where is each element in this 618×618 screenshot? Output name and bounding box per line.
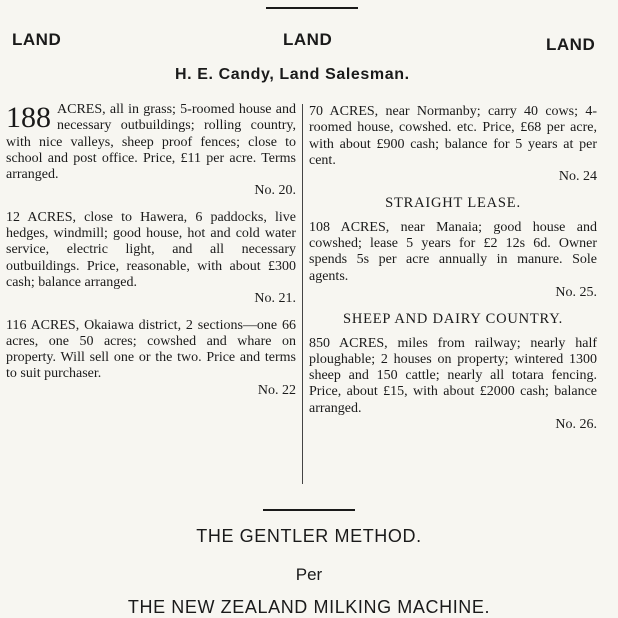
left-column	[6, 102, 296, 409]
listing-number: No. 24	[558, 169, 597, 185]
listing-text: ACRES, all in grass; 5-roomed house and necessary outbuildings; rolling country, with nice valleys, sheep proof fences; close to school and post office. Price, £11 per acre. Terms arranged.	[6, 102, 296, 183]
footer-line-2: Per	[295, 565, 323, 584]
listing-number: No. 25.	[555, 284, 597, 300]
header-center: LAND	[283, 30, 333, 49]
listing-text: 116 ACRES, Okaiawa district, 2 sections—one 66 acres, one 50 acres; cowshed and whare on property. Will sell one or the two. Price and terms to suit purchaser.	[6, 317, 296, 382]
right-column	[309, 104, 597, 443]
header-left: LAND	[12, 30, 62, 49]
listing-number: No. 21.	[254, 291, 296, 307]
listing-text: 70 ACRES, near Normanby; carry 40 cows; 4-roomed house, cowshed. etc. Price, £68 per acre, with about £900 cash; balance for 5 years at per cent.	[309, 104, 597, 168]
footer-line-3: THE NEW ZEALAND MILKING MACHINE.	[127, 597, 491, 617]
listing-20	[6, 102, 296, 200]
listing-number: No. 26.	[555, 417, 597, 433]
listing-text: 850 ACRES, miles from railway; nearly half ploughable; 2 houses on property; wintered 1300 sheep and 150 cattle; nearly all totara fencing. Price, about £15, with about £2000 cash; balance arranged.	[309, 335, 597, 416]
listing-text: 108 ACRES, near Manaia; good house and cowshed; lease 5 years for £2 12s 6d. Owner spends 5s per acre annually in manure. Sole agents.	[309, 219, 597, 284]
salesman-line: H. E. Candy, Land Salesman.	[175, 66, 410, 83]
listing-26	[309, 336, 597, 434]
listing-24	[309, 104, 597, 185]
listing-number: No. 22	[257, 382, 296, 398]
listing-text: 12 ACRES, close to Hawera, 6 paddocks, live hedges, windmill; good house, hot and cold water service, electric light, and all necessary outbuildings. Price, reasonable, with about £300 cash; balance arranged.	[6, 209, 296, 290]
listing-22	[6, 318, 296, 399]
column-divider	[302, 104, 303, 484]
listing-21	[6, 210, 296, 308]
top-rule	[266, 7, 358, 9]
section-heading-straight-lease: STRAIGHT LEASE.	[385, 195, 521, 212]
listing-25	[309, 220, 597, 301]
header-right: LAND	[546, 35, 596, 54]
listing-number: No. 20.	[254, 183, 296, 199]
section-heading-sheep-dairy: SHEEP AND DAIRY COUNTRY.	[342, 311, 564, 328]
footer-line-1: THE GENTLER METHOD.	[196, 526, 422, 546]
listing-lead: 188	[6, 101, 51, 134]
footer-rule	[263, 509, 355, 511]
